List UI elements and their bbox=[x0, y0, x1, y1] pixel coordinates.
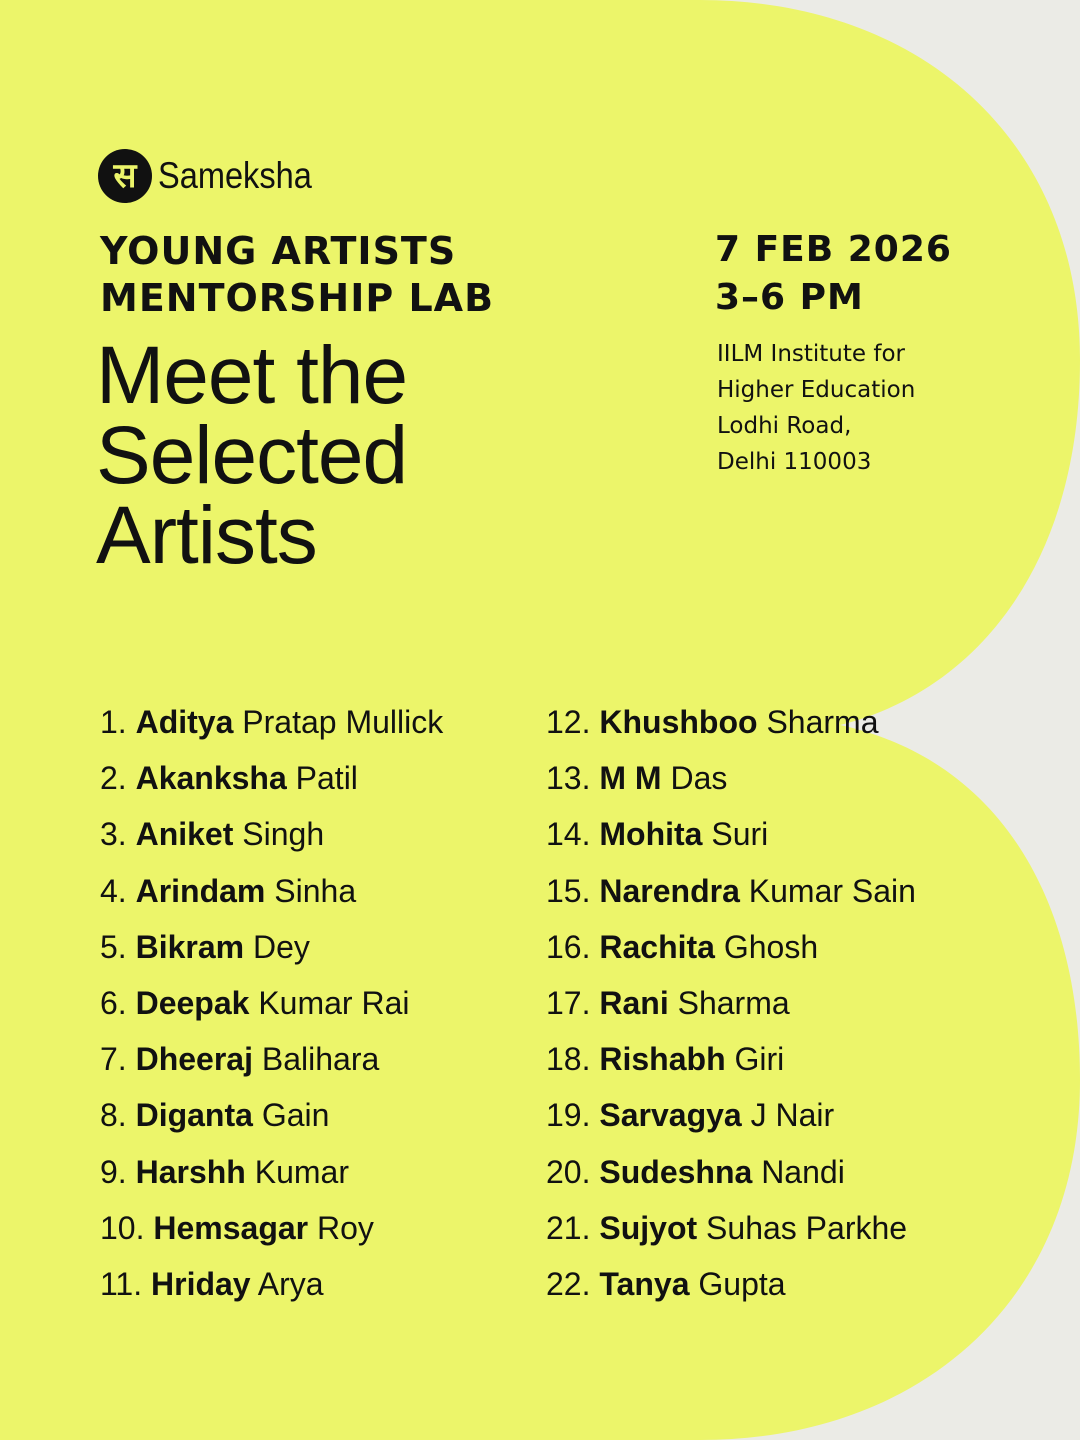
artist-list-item bbox=[546, 1256, 916, 1312]
artist-first-name: Akanksha bbox=[135, 760, 287, 797]
artist-number: 8. bbox=[100, 1097, 127, 1134]
artist-rest-name: Kumar bbox=[254, 1153, 349, 1190]
artist-rest-name: Ghosh bbox=[723, 928, 819, 965]
artist-list-item bbox=[100, 1256, 443, 1312]
artist-rest-name: Sinha bbox=[274, 872, 357, 909]
artist-list-item bbox=[100, 863, 443, 919]
event-title-line-2: MENTORSHIP LAB bbox=[100, 276, 495, 320]
event-date: 7 FEB 2026 bbox=[715, 229, 952, 270]
artist-first-name: Hemsagar bbox=[153, 1209, 309, 1246]
brand-name: Sameksha bbox=[158, 155, 312, 196]
artist-list-item bbox=[546, 1200, 916, 1256]
artist-number: 2. bbox=[100, 760, 127, 797]
artist-number: 1. bbox=[100, 704, 127, 740]
artist-list-item bbox=[546, 806, 916, 862]
artist-rest-name: Kumar Sain bbox=[748, 872, 916, 909]
artist-rest-name: Suhas Parkhe bbox=[706, 1209, 908, 1246]
brand-mark-icon: स bbox=[98, 149, 152, 203]
artist-number: 11. bbox=[100, 1266, 143, 1303]
artist-number: 22. bbox=[546, 1266, 591, 1303]
artist-number: 5. bbox=[100, 928, 127, 965]
artist-rest-name: Arya bbox=[257, 1266, 324, 1303]
artist-rest-name: Gupta bbox=[698, 1266, 786, 1303]
artist-number: 20. bbox=[546, 1153, 591, 1190]
artist-first-name: Harshh bbox=[135, 1153, 246, 1190]
headline-line-2: Selected bbox=[96, 410, 408, 501]
artist-first-name: Arindam bbox=[135, 872, 266, 909]
artist-number: 9. bbox=[100, 1153, 127, 1190]
artist-list-left bbox=[100, 694, 443, 1312]
event-time: 3–6 PM bbox=[715, 277, 864, 318]
artist-rest-name: Sharma bbox=[766, 704, 879, 740]
venue-line-4: Delhi 110003 bbox=[717, 449, 872, 475]
artist-number: 3. bbox=[100, 816, 127, 853]
artist-number: 17. bbox=[546, 985, 591, 1022]
artist-number: 13. bbox=[546, 760, 591, 797]
artist-list-item bbox=[546, 919, 916, 975]
artist-number: 6. bbox=[100, 985, 127, 1022]
headline-line-3: Artists bbox=[96, 490, 317, 581]
artist-number: 7. bbox=[100, 1041, 127, 1078]
artist-number: 16. bbox=[546, 928, 591, 965]
artist-rest-name: Giri bbox=[734, 1041, 785, 1078]
artist-rest-name: J Nair bbox=[750, 1097, 835, 1134]
artist-rest-name: Roy bbox=[317, 1209, 374, 1246]
artist-rest-name: Balihara bbox=[261, 1041, 380, 1078]
artist-list-item bbox=[100, 1200, 443, 1256]
artist-rest-name: Patil bbox=[295, 760, 358, 797]
artist-list-item bbox=[100, 1144, 443, 1200]
artist-list-right bbox=[546, 694, 916, 1312]
artist-list-item bbox=[100, 919, 443, 975]
artist-first-name: Bikram bbox=[135, 928, 245, 965]
artist-list-item bbox=[546, 1087, 916, 1143]
artist-number: 18. bbox=[546, 1041, 591, 1078]
artist-rest-name: Suri bbox=[711, 816, 769, 853]
event-venue bbox=[717, 336, 915, 480]
artist-first-name: Sujyot bbox=[599, 1209, 698, 1246]
brand-logo bbox=[98, 148, 333, 204]
artist-list-item bbox=[546, 1144, 916, 1200]
artist-list-item bbox=[546, 750, 916, 806]
artist-rest-name: Singh bbox=[242, 816, 325, 853]
artist-first-name: Aditya bbox=[135, 704, 234, 740]
artist-number: 14. bbox=[546, 816, 591, 853]
artist-rest-name: Nandi bbox=[761, 1153, 845, 1190]
artist-number: 4. bbox=[100, 872, 127, 909]
artist-rest-name: Sharma bbox=[677, 985, 790, 1022]
artist-list-item bbox=[100, 806, 443, 862]
artist-rest-name: Das bbox=[670, 760, 728, 797]
artist-number: 15. bbox=[546, 872, 591, 909]
artist-first-name: Tanya bbox=[599, 1266, 690, 1303]
event-title bbox=[100, 228, 494, 322]
artist-first-name: Sudeshna bbox=[599, 1153, 753, 1190]
artist-first-name: Hriday bbox=[151, 1266, 251, 1303]
artist-first-name: Rachita bbox=[599, 928, 715, 965]
artist-list-item bbox=[100, 1031, 443, 1087]
artist-first-name: Deepak bbox=[135, 985, 250, 1022]
artist-list-item bbox=[100, 1087, 443, 1143]
artist-rest-name: Pratap Mullick bbox=[242, 704, 444, 740]
artist-first-name: Aniket bbox=[135, 816, 234, 853]
artist-first-name: Rishabh bbox=[599, 1041, 726, 1078]
artist-first-name: Dheeraj bbox=[135, 1041, 253, 1078]
venue-line-2: Higher Education bbox=[717, 377, 916, 403]
venue-line-1: IILM Institute for bbox=[717, 341, 905, 367]
event-title-line-1: YOUNG ARTISTS bbox=[100, 229, 457, 273]
artist-number: 19. bbox=[546, 1097, 591, 1134]
artist-rest-name: Dey bbox=[252, 928, 310, 965]
artist-rest-name: Gain bbox=[261, 1097, 330, 1134]
artist-number: 12. bbox=[546, 704, 591, 740]
event-datetime bbox=[715, 226, 952, 322]
artist-first-name: Diganta bbox=[135, 1097, 253, 1134]
artist-number: 21. bbox=[546, 1209, 591, 1246]
artist-first-name: M M bbox=[599, 760, 662, 797]
venue-line-3: Lodhi Road, bbox=[717, 413, 852, 439]
artist-first-name: Rani bbox=[599, 985, 669, 1022]
artist-list-item bbox=[100, 694, 443, 750]
page-headline bbox=[96, 330, 408, 581]
artist-number: 10. bbox=[100, 1209, 145, 1246]
headline-line-1: Meet the bbox=[96, 330, 408, 421]
artist-first-name: Sarvagya bbox=[599, 1097, 742, 1134]
artist-first-name: Narendra bbox=[599, 872, 740, 909]
artist-list-item bbox=[100, 750, 443, 806]
artist-first-name: Khushboo bbox=[599, 704, 758, 740]
artist-rest-name: Kumar Rai bbox=[258, 985, 410, 1022]
artist-list-item bbox=[546, 863, 916, 919]
artist-list-item bbox=[546, 694, 916, 750]
artist-list-item bbox=[546, 975, 916, 1031]
artist-list-item bbox=[100, 975, 443, 1031]
artist-first-name: Mohita bbox=[599, 816, 703, 853]
artist-list-item bbox=[546, 1031, 916, 1087]
